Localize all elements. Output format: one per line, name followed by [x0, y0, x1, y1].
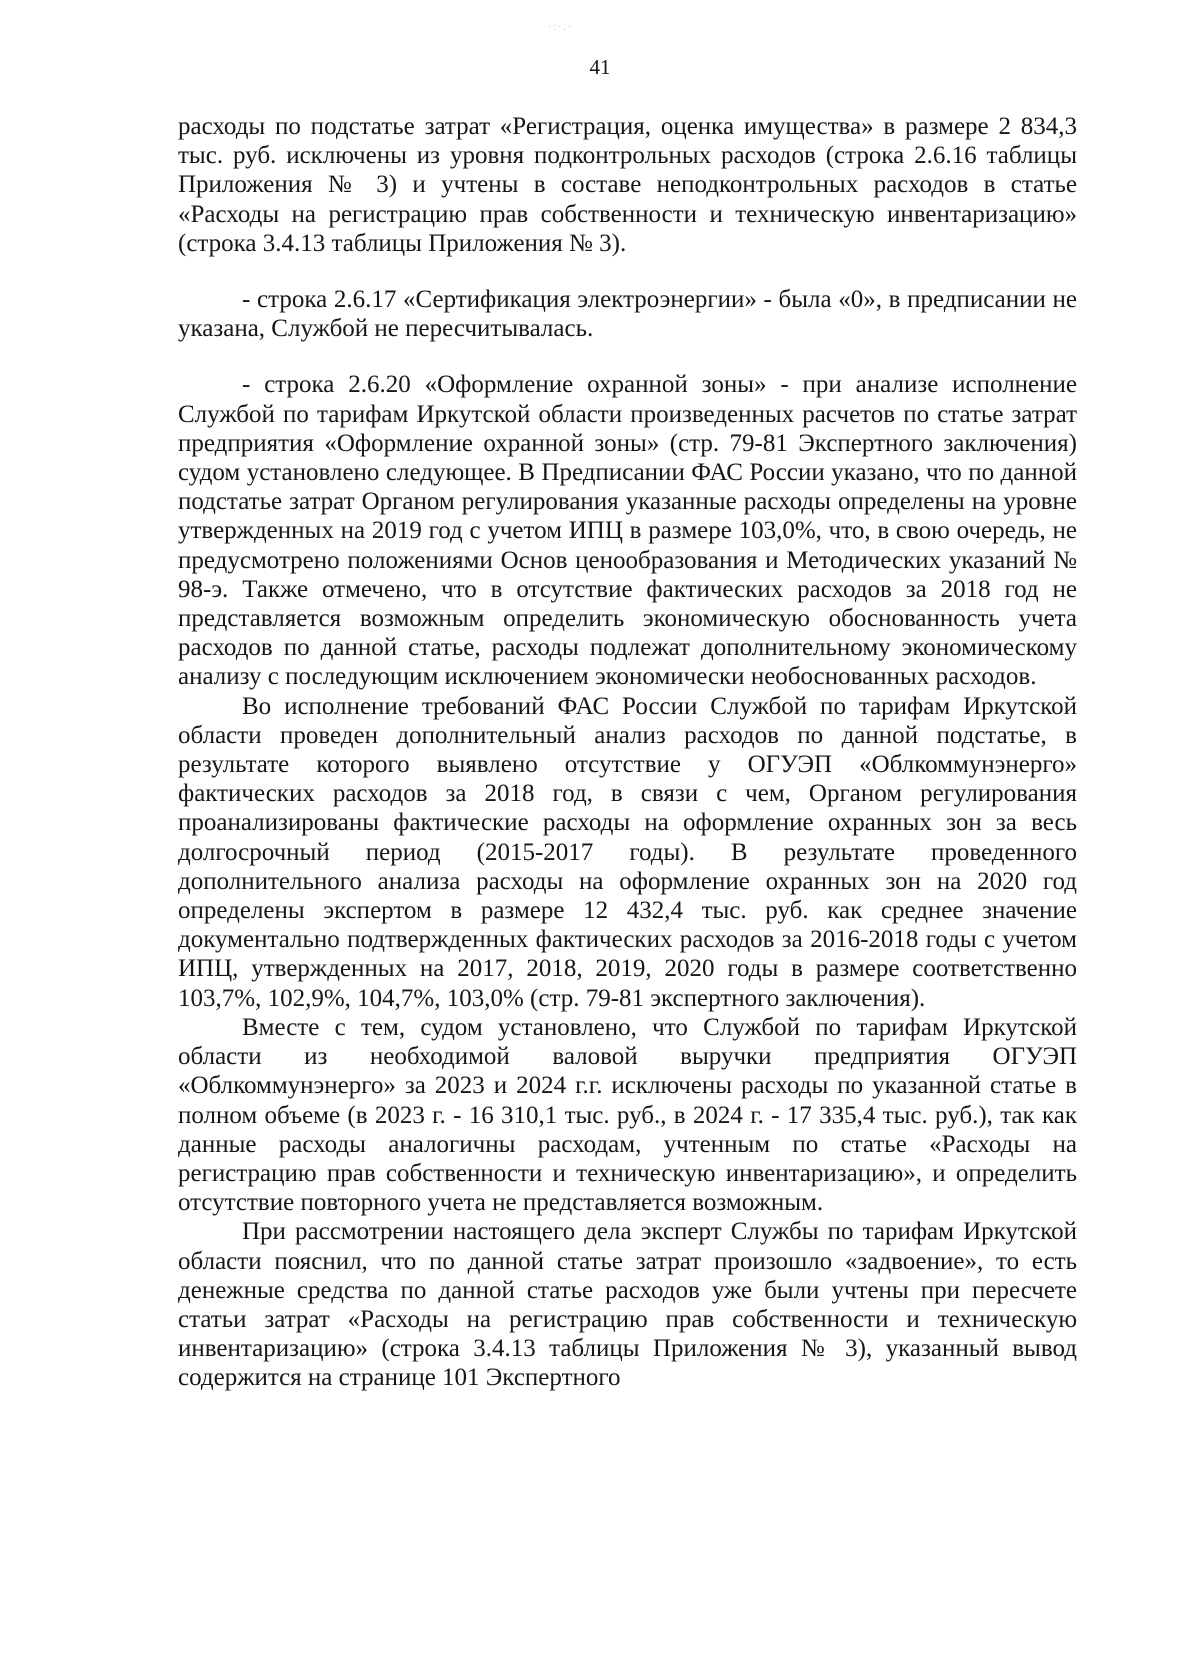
page-number: 41	[589, 55, 611, 79]
paragraph-expert-explanation: При рассмотрении настоящего дела эксперт Службы по тарифам Иркутской области пояснил, что по данной статье затрат произошло «задвоение», то есть денежные средства по данной статье расходов уже были учтены при пересчете статьи затрат «Расходы на регистрацию прав собственности и техническую инвентаризацию» (строка 3.4.13 таблицы Приложения № 3), указанный вывод содержится на странице 101 Экспертного	[178, 1218, 1077, 1392]
paragraph-court-findings: Вместе с тем, судом установлено, что Службой по тарифам Иркутской области из необходимой валовой выручки предприятия ОГУЭП «Облкоммунэнерго» за 2023 и 2024 г.г. исключены расходы по указанной статье в полном объеме (в 2023 г. - 16 310,1 тыс. руб., в 2024 г. - 17 335,4 тыс. руб.), так как данные расходы аналогичны расходам, учтенным по статье «Расходы на регистрацию прав собственности и техническую инвентаризацию», и определить отсутствие повторного учета не представляется возможным.	[178, 1013, 1077, 1217]
document-body	[178, 112, 1077, 1393]
paragraph-line-2-6-20: - строка 2.6.20 «Оформление охранной зоны» - при анализе исполнение Службой по тарифам Иркутской области произведенных расчетов по статье затрат предприятия «Оформление охранной зоны» (стр. 79-81 Экспертного заключения) судом установлено следующее. В Предписании ФАС России указано, что по данной подстатье затрат Органом регулирования указанные расходы определены на уровне утвержденных на 2019 год с учетом ИПЦ в размере 103,0%, что, в свою очередь, не предусмотрено положениями Основ ценообразования и Методических указаний № 98-э. Также отмечено, что в отсутствие фактических расходов за 2018 год не представляется возможным определить экономическую обоснованность учета расходов по данной статье, расходы подлежат дополнительному экономическому анализу с последующим исключением экономически необоснованных расходов.	[178, 371, 1077, 691]
paragraph-registration-costs: расходы по подстатье затрат «Регистрация, оценка имущества» в размере 2 834,3 тыс. руб. исключены из уровня подконтрольных расходов (строка 2.6.16 таблицы Приложения № 3) и учтены в составе неподконтрольных расходов в статье «Расходы на регистрацию прав собственности и техническую инвентаризацию» (строка 3.4.13 таблицы Приложения № 3).	[178, 113, 1077, 257]
scan-artifact: ·:·.·	[548, 22, 574, 33]
paragraph-line-2-6-17: - строка 2.6.17 «Сертификация электроэнергии» - была «0», в предписании не указана, Службой не пересчитывалась.	[178, 286, 1077, 343]
paragraph-fas-requirements: Во исполнение требований ФАС России Службой по тарифам Иркутской области проведен дополнительный анализ расходов по данной подстатье, в результате которого выявлено отсутствие у ОГУЭП «Облкоммунэнерго» фактических расходов за 2018 год, в связи с чем, Органом регулирования проанализированы фактические расходы на оформление охранных зон за весь долгосрочный период (2015-2017 годы). В результате проведенного дополнительного анализа расходы на оформление охранных зон на 2020 год определены экспертом в размере 12 432,4 тыс. руб. как среднее значение документально подтвержденных фактических расходов за 2016-2018 годы с учетом ИПЦ, утвержденных на 2017, 2018, 2019, 2020 годы в размере соответственно 103,7%, 102,9%, 104,7%, 103,0% (стр. 79-81 экспертного заключения).	[178, 692, 1077, 1012]
